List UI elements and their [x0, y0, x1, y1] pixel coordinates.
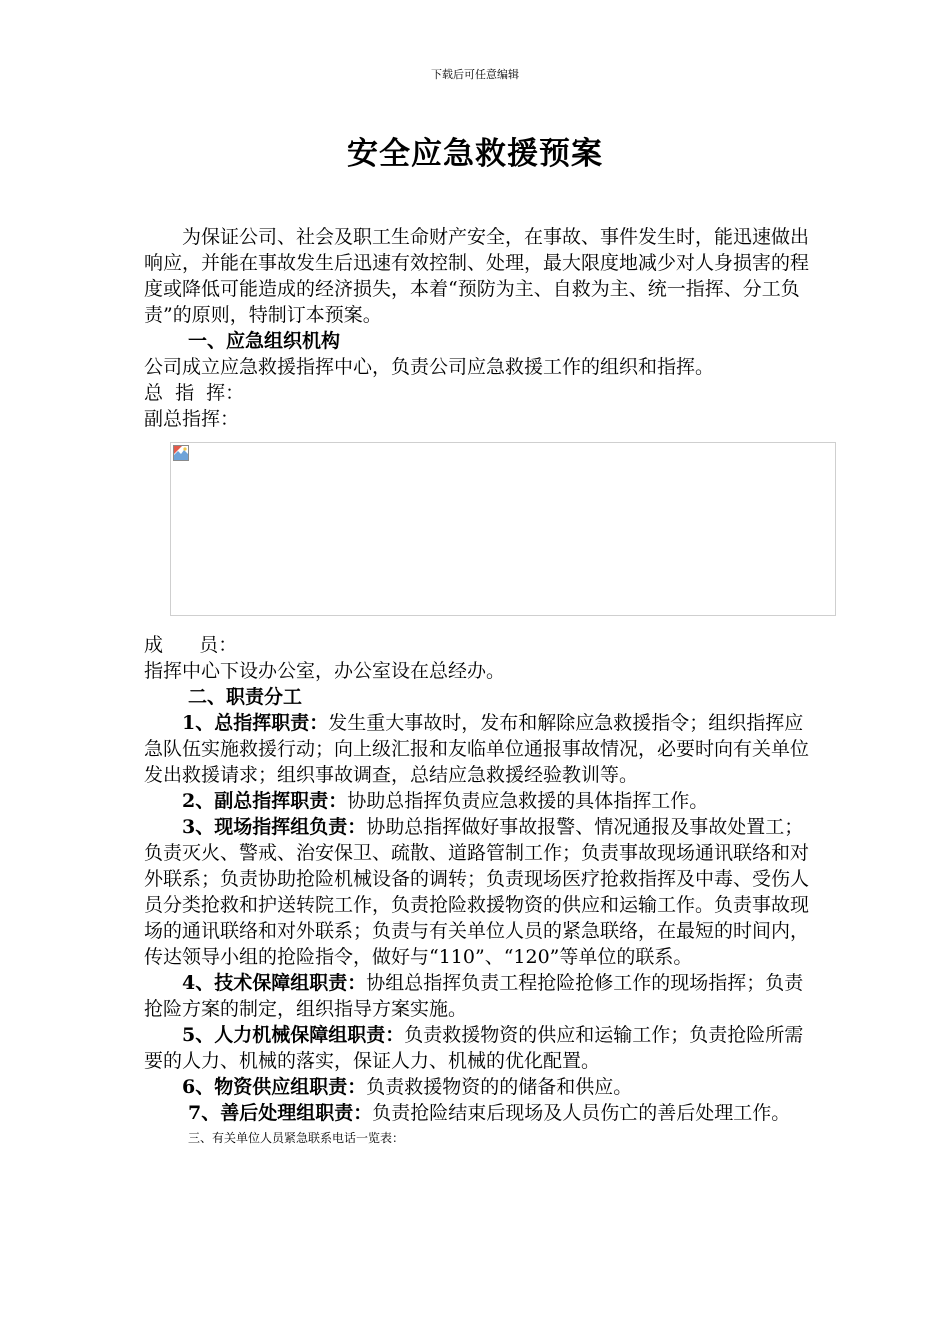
members-line: 成 员：	[144, 634, 238, 656]
duty-text: 负责救援物资的的储备和供应。	[366, 1076, 633, 1098]
section3-heading: 三、有关单位人员紧急联系电话一览表：	[188, 1131, 405, 1145]
duty-item-7	[144, 1100, 816, 1126]
deputy-line: 副总指挥：	[144, 408, 240, 430]
duty-text: 负责救援物资的供应和运输工作；负责抢险所需要的人力、机械的落实，保证人力、机械的优化配置。	[144, 1024, 804, 1072]
duty-label: 4、技术保障组职责：	[182, 972, 367, 994]
duty-label: 3、现场指挥组负责：	[182, 816, 367, 838]
duty-item-6	[144, 1074, 816, 1100]
document-body	[144, 224, 816, 1150]
image-placeholder	[170, 442, 836, 616]
duty-label: 6、物资供应组职责：	[182, 1076, 367, 1098]
broken-image-icon	[173, 445, 189, 461]
section1-heading: 一、应急组织机构	[188, 330, 341, 352]
page-header-note: 下载后可任意编辑	[431, 68, 519, 81]
duty-label: 1、总指挥职责：	[182, 712, 329, 734]
duty-text: 负责抢险结束后现场及人员伤亡的善后处理工作。	[372, 1102, 791, 1124]
duty-item-3	[144, 814, 816, 970]
duty-text: 协组总指挥负责工程抢险抢修工作的现场指挥；负责抢险方案的制定，组织指导方案实施。	[144, 972, 804, 1020]
duty-label: 2、副总指挥职责：	[182, 790, 348, 812]
section2-heading: 二、职责分工	[188, 686, 303, 708]
duty-label: 7、善后处理组职责：	[188, 1102, 373, 1124]
intro-paragraph: 为保证公司、社会及职工生命财产安全，在事故、事件发生时，能迅速做出响应，并能在事故发生后迅速有效控制、处理，最大限度地减少对人身损害的程度或降低可能造成的经济损失，本着“预防为主、自救为主、统一指挥、分工负责”的原则，特制订本预案。	[144, 226, 810, 326]
document-title: 安全应急救援预案	[347, 136, 603, 172]
section1-line: 公司成立应急救援指挥中心，负责公司应急救援工作的组织和指挥。	[144, 356, 715, 378]
duty-label: 5、人力机械保障组职责：	[182, 1024, 405, 1046]
duty-text: 发生重大事故时，发布和解除应急救援指令；组织指挥应急队伍实施救援行动；向上级汇报和友临单位通报事故情况，必要时向有关单位发出救援请求；组织事故调查，总结应急救援经验教训等。	[144, 712, 810, 786]
duty-item-1	[144, 710, 816, 788]
duty-item-5	[144, 1022, 816, 1074]
duty-text: 协助总指挥做好事故报警、情况通报及事故处置工；负责灭火、警戒、治安保卫、疏散、道路管制工作；负责事故现场通讯联络和对外联系；负责协助抢险机械设备的调转；负责现场医疗抢救指挥及中毒、受伤人员分类抢救和护送转院工作，负责抢险救援物资的供应和运输工作。负责事故现场的通讯联络和对外联系；负责与有关单位人员的紧急联络，在最短的时间内，传达领导小组的抢险指令，做好与“110”、“120”等单位的联系。	[144, 816, 810, 968]
commander-line: 总 指 挥：	[144, 382, 245, 404]
duty-item-2	[144, 788, 816, 814]
duty-text: 协助总指挥负责应急救援的具体指挥工作。	[347, 790, 709, 812]
duty-item-4	[144, 970, 816, 1022]
office-line: 指挥中心下设办公室，办公室设在总经办。	[144, 660, 506, 682]
